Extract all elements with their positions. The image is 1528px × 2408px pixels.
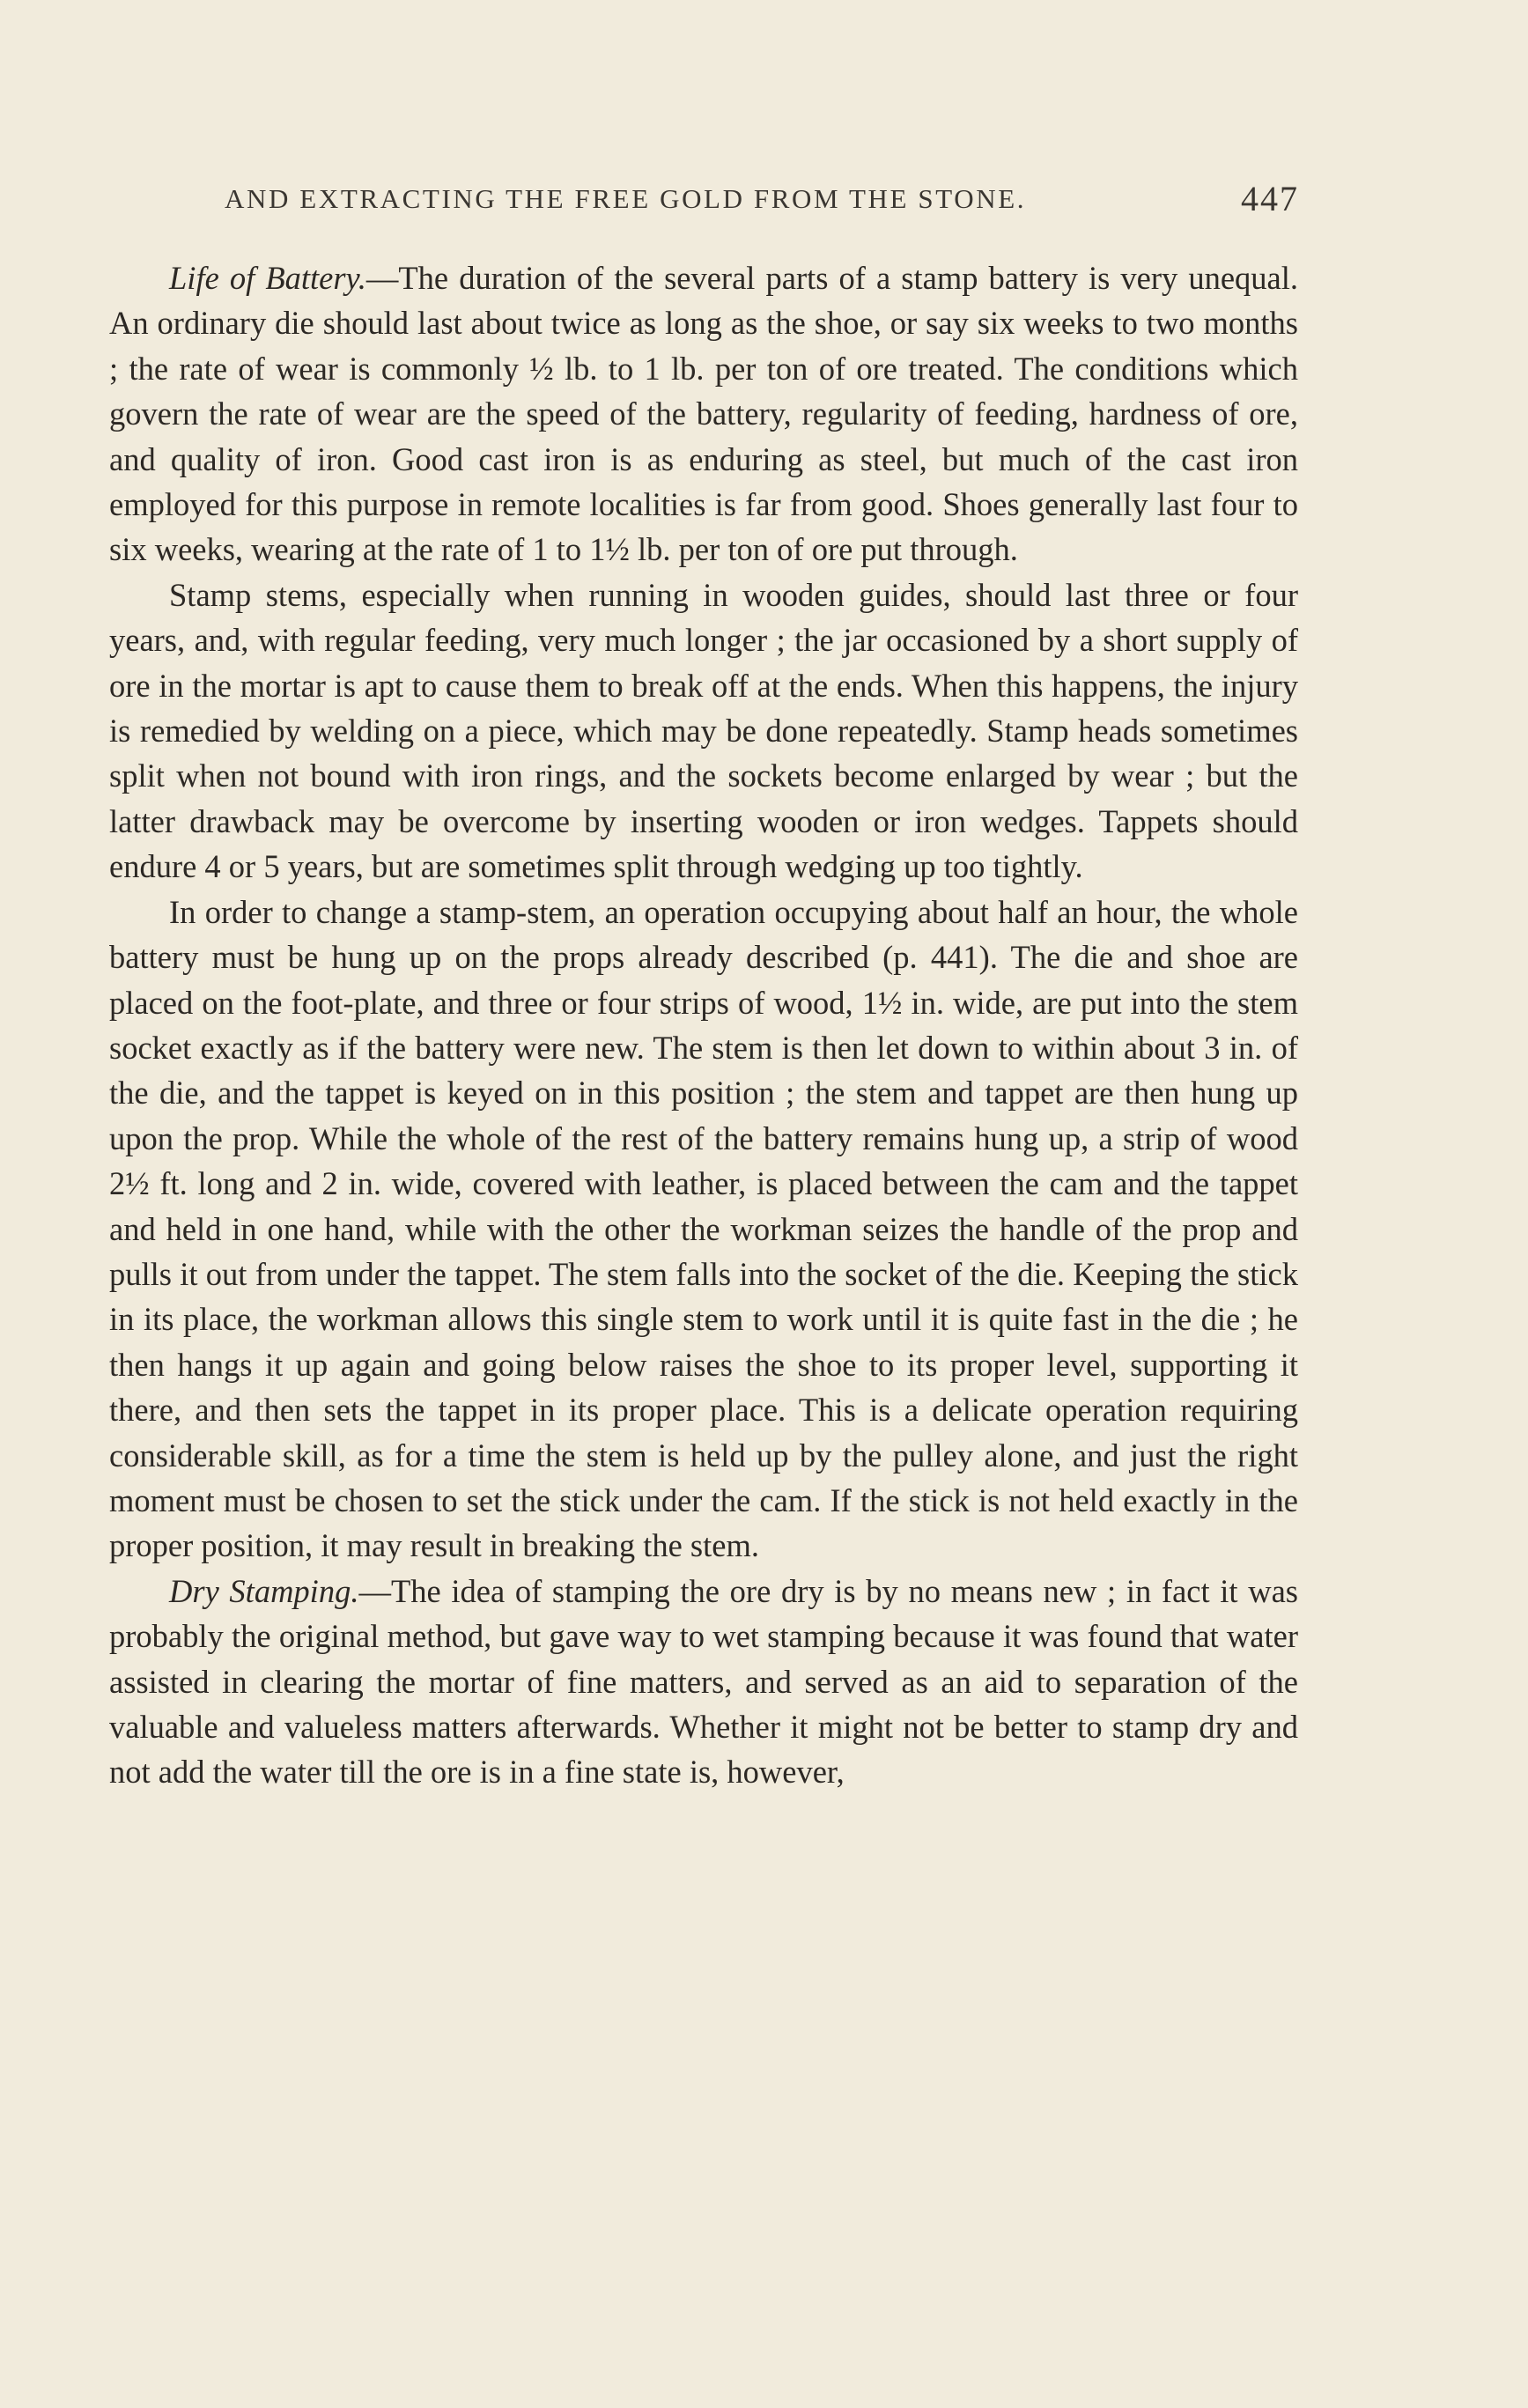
running-title: AND EXTRACTING THE FREE GOLD FROM THE STONE. bbox=[225, 183, 1027, 214]
running-head bbox=[225, 178, 1299, 222]
paragraph-text: —The duration of the several parts of a stamp battery is very unequal. An ordinary die should last about twice as long as the shoe, or say six weeks to two months ; the rate of wear is commonly ½ lb. to 1 lb. per ton of ore treated. The conditions which govern the rate of wear are the speed of the battery, regularity of feeding, hardness of ore, and quality of iron. Good cast iron is as enduring as steel, but much of the cast iron employed for this purpose in remote localities is far from good. Shoes generally last four to six weeks, wearing at the rate of 1 to 1½ lb. per ton of ore put through. bbox=[109, 260, 1298, 568]
paragraph-stamp-stems bbox=[109, 572, 1298, 890]
paragraph-text: In order to change a stamp-stem, an operation occupying about half an hour, the whole battery must be hung up on the props already described (p. 441). The die and shoe are placed on the foot-plate, and three or four strips of wood, 1½ in. wide, are put into the stem socket exactly as if the battery were new. The stem is then let down to within about 3 in. of the die, and the tappet is keyed on in this position ; the stem and tappet are then hung up upon the prop. While the whole of the rest of the battery remains hung up, a strip of wood 2½ ft. long and 2 in. wide, covered with leather, is placed between the cam and the tappet and held in one hand, while with the other the workman seizes the handle of the prop and pulls it out from under the tappet. The stem falls into the socket of the die. Keeping the stick in its place, the workman allows this single stem to work until it is quite fast in the die ; he then hangs it up again and going below raises the shoe to its proper level, supporting it there, and then sets the tappet in its proper place. This is a delicate operation requiring considerable skill, as for a time the stem is held up by the pulley alone, and just the right moment must be chosen to set the stick under the cam. If the stick is not held exactly in the proper position, it may result in breaking the stem. bbox=[109, 893, 1298, 1564]
paragraph-heading: Dry Stamping. bbox=[169, 1572, 359, 1609]
paragraph-life-of-battery bbox=[109, 255, 1298, 572]
page-number: 447 bbox=[1241, 179, 1299, 218]
paragraph-text: Stamp stems, especially when running in wooden guides, should last three or four years, and, with regular feeding, very much longer ; the jar occasioned by a short supply of ore in the mortar is apt to cause them to break off at the ends. When this happens, the injury is remedied by welding on a piece, which may be done repeatedly. Stamp heads sometimes split when not bound with iron rings, and the sockets become enlarged by wear ; but the latter drawback may be overcome by inserting wooden or iron wedges. Tappets should endure 4 or 5 years, but are sometimes split through wedging up too tightly. bbox=[109, 576, 1298, 885]
paragraph-change-stamp-stem bbox=[109, 890, 1298, 1569]
paragraph-text: —The idea of stamping the ore dry is by no means new ; in fact it was probably the original method, but gave way to wet stamping because it was found that water assisted in clearing the mortar of fine matters, and served as an aid to separation of the valuable and valueless matters afterwards. Whether it might not be better to stamp dry and not add the water till the ore is in a fine state is, however, bbox=[109, 1572, 1298, 1791]
paragraph-dry-stamping bbox=[109, 1569, 1298, 1795]
paragraph-heading: Life of Battery. bbox=[169, 260, 366, 296]
text-body bbox=[109, 255, 1298, 1795]
